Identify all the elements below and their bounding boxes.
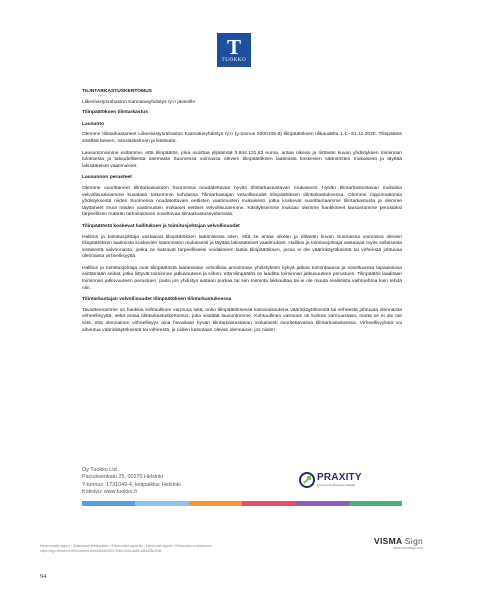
- sign-word: Sign: [404, 536, 423, 546]
- praxity-mark-icon: [299, 472, 315, 488]
- company-info: [82, 467, 181, 497]
- logo-wordmark: TUOKKO: [221, 57, 247, 63]
- visma-word: VISMA: [374, 536, 403, 546]
- report-addressee: Liikesivistysrahaston Kannatusyhdistys ry:n jäsenille: [82, 99, 196, 105]
- visma-sign-url[interactable]: www.vismasign.com: [393, 546, 423, 550]
- e-signature-text: Electronically signed / Sähköisesti allekirjoitettu / Elektroniskt signerats / Elektronisk signert / Elektronisk underskrevet: [40, 544, 212, 548]
- color-bar-segment: [189, 501, 242, 506]
- paragraph: Hallitus ja toimitusjohtaja vastaavat tilinpäätöksen laatimisesta siten, että se antaa oikean ja riittävän kuvan Suomessa voimassa olevien tilinpäätöksen laatimista koskevien säännösten mukaisesti ja täyttää lakisääteiset vaatimukset. Hallitus ja toimitusjohtaja vastaavat myös sellaisesta sisäisestä valvonnasta, jonka ne katsovat tarpeelliseksi voidakseen laatia tilinpäätöksen, jossa ei ole väärinkäytöksestä tai virheestä johtuvaa olennaista virheellisyyttä.: [82, 234, 402, 260]
- color-bar-segment: [349, 501, 402, 506]
- audit-report: [82, 89, 402, 339]
- visma-sign-name: [374, 537, 423, 546]
- subsection-heading: Tilintarkastajan velvollisuudet tilinpäätöksen tilintarkastuksessa: [82, 297, 232, 303]
- visma-sign-logo: [374, 537, 423, 551]
- color-bar-segment: [82, 501, 135, 506]
- report-title: TILINTARKASTUSKERTOMUS: [82, 89, 152, 94]
- subsection-heading: Lausunto: [82, 121, 105, 127]
- color-bar-segment: [135, 501, 188, 506]
- company-website: Kotisivu: www.tuokko.fi: [82, 489, 137, 496]
- section-heading: Tilinpäätöksen tilintarkastus: [82, 110, 148, 116]
- paragraph: Olemme tilintarkastaneet Liikesivistysrahaston Kannatusyhdistys ry:n (y-tunnus 0200105-8) tilinpäätöksen tilikaudelta 1.1.–31.12.2020. Tilinpäätös sisältää taseen, tuloslaskelman ja liitetiedot.: [82, 132, 402, 144]
- e-signature-notice: [40, 544, 212, 553]
- company-name: Oy Tuokko Ltd: [82, 467, 117, 473]
- color-bar-segment: [242, 501, 295, 506]
- tuokko-logo: [217, 33, 251, 67]
- page-number: 94: [40, 573, 47, 580]
- document-check-url[interactable]: https://sign.visma.net/fi/document-check/d2a2d229-998b-4e2a-ad85-4f8ad35c4948: [40, 548, 162, 553]
- praxity-brand: PRAXITY: [317, 472, 362, 483]
- company-address: Paciuksenkatu 25, 00270 Helsinki: [82, 474, 163, 481]
- praxity-tagline: Empowering Business Globally: [317, 483, 356, 487]
- subsection-heading: Lausunnon perusteet: [82, 175, 132, 181]
- report-body: [82, 122, 402, 334]
- logo-glyph: T: [226, 34, 241, 59]
- subsection-heading: Tilinpäätöstä koskevat hallituksen ja toimitusjohtajan velvollisuudet: [82, 223, 240, 229]
- paragraph: Olemme suorittaneet tilintarkastuksen Suomessa noudatettavan hyvän tilintarkastustavan mukaisesti. Hyvän tilintarkastustavan mukaisia velvollisuuksiamme kuvataan tarkemmin kohdassa Tilintarkastajan velvollisuudet tilinpäätöksen tilintarkastuksessa. Olemme riippumattomia yhdistyksestä niiden Suomessa noudatettavien eettisten vaatimusten mukaisesti, jotka koskevat suorittamaamme tilintarkastusta ja olemme täyttäneet muut näiden vaatimusten mukaiset eettiset velvollisuutemme. Käsityksemme mukaan olemme hankkineet lausuntomme perustaksi tarpeellisen määrän tarkoitukseen soveltuvaa tilintarkastusevidenssiä.: [82, 185, 402, 218]
- brand-color-bar: [82, 501, 402, 506]
- praxity-logo: [299, 472, 362, 488]
- paragraph: Lausuntonamme esitämme, että tilinpäätös, joka osoittaa ylijäämää 3.844.131,63 euroa, antaa oikean ja riittävän kuvan yhdistyksen toiminnan tuloksesta ja taloudellisesta asemasta Suomessa voimassa olevien tilinpäätöksen laatimista koskevien säännösten mukaisesti ja täyttää lakisääteiset vaatimukset.: [82, 150, 402, 169]
- paragraph: Hallitus ja toimitusjohtaja ovat tilinpäätöstä laatiessaan velvollisia arvioimaan yhdistyksen kykyä jatkaa toimintaansa ja soveltuvissa tapauksissa esittämään seikat, jotka liittyvät toiminnan jatkuvuuteen ja siihen, että tilinpäätös on laadittu toiminnan jatkuvuuteen perustuen. Tilinpäätös laaditaan toiminnan jatkuvuuteen perustuen, paitsi jos yhdistys aiotaan purkaa tai sen toiminta lakkauttaa tai ei ole muuta realistista vaihtoehtoa kuin tehdä niin.: [82, 265, 402, 291]
- company-business-id: Y-tunnus: 1731049-4, kotipaikka: Helsinki: [82, 481, 181, 488]
- color-bar-segment: [295, 501, 348, 506]
- paragraph: Tavoitteenamme on hankkia kohtuullinen varmuus siitä, onko tilinpäätöksessä kokonaisuutena väärinkäytöksestä tai virheestä johtuvaa olennaista virheellisyyttä, sekä antaa tilintarkastuskertomus, joka sisältää lausuntomme. Kohtuullinen varmuus on korkea varmuustaso, mutta se ei ole tae siitä, että olennainen virheellisyys aina havaitaan hyvän tilintarkastustavan mukaisesti suoritettavassa tilintarkastuksessa. Virheellisyyksiä voi aiheutua väärinkäytöksestä tai virheestä, ja niiden katsotaan olevan olennaisia, jos niiden: [82, 307, 402, 333]
